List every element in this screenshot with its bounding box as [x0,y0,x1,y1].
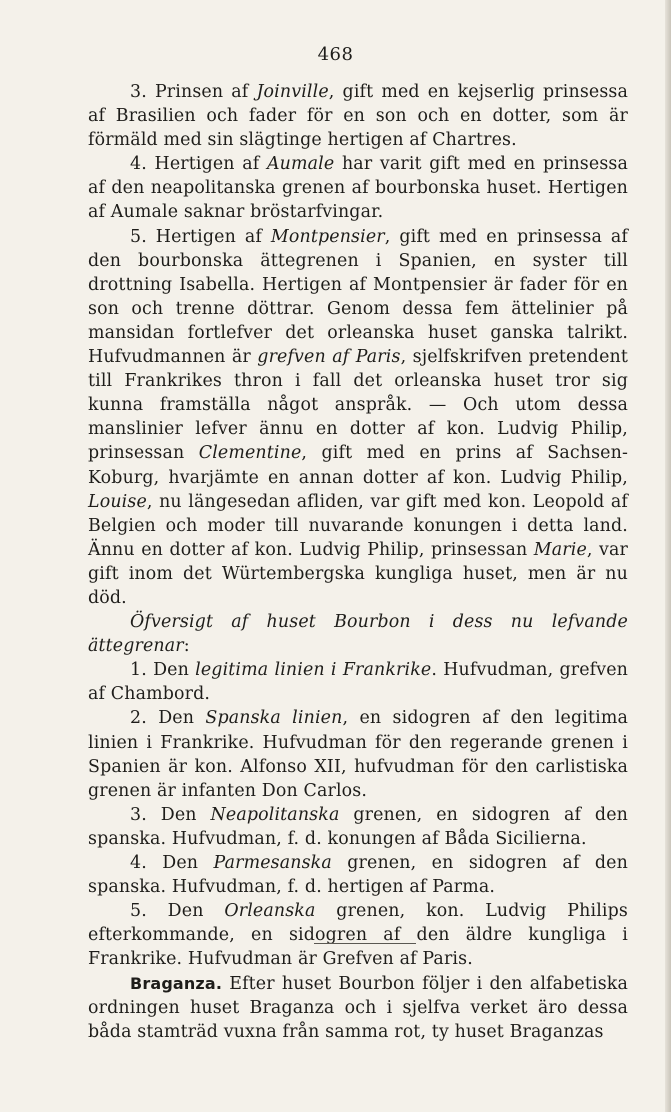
italic-text-run: Spanska linien [205,708,343,729]
italic-text-run: Neapolitanska [210,804,340,825]
paragraph [88,706,628,802]
page-edge-shadow [665,0,671,1112]
braganza-heading: Braganza. [130,974,223,993]
italic-text-run: Louise [88,491,147,512]
italic-text-run: Aumale [266,154,335,175]
text-run: , gift med en prinsessa af den bourbonska ättegrenen i Spanien, en syster till drottning Isabella. Hertigen af Montpensier är fader för en son och trenne döttrar. Genom dessa fem ättelinier på mansidan fortlefver det orleanska huset ganska talrikt. Hufvudmannen är [88,226,628,368]
text-run: , en sidogren af den legitima linien i Frankrike. Hufvudman för den regerande grenen i Spanien är kon. Alfonso XII, hufvudman för den carlistiska grenen är infanten Don Carlos. [88,708,628,801]
text-run: . Hufvudman, grefven af Chambord. [88,660,628,705]
text-run: , sjelfskrifven pretendent till Frankrikes thron i fall det orleanska huset tror sig kunna framställa något anspråk. — Och utom dessa manslinier lefver ännu en dotter af kon. Ludvig Philip, prinsessan [88,347,629,464]
italic-text-run: Clementine [198,443,302,464]
page-number: 468 [317,44,354,65]
italic-text-run: Orleanska [224,901,316,922]
text-run: 5. Hertigen af [130,226,271,247]
paragraph [88,225,628,611]
braganza-paragraph [88,972,628,1044]
italic-text-run: legitima linien i Frankrike [195,660,432,681]
text-run: har varit gift med en prinsessa af den neapolitanska grenen af bourbonska huset. Hertigen af Aumale saknar bröstarfvingar. [88,154,628,223]
paragraph [88,658,628,706]
italic-text-run: Montpensier [270,226,385,247]
text-run: grenen, kon. Ludvig Philips efterkommande, en sidogren af den äldre kungliga i Frankrike. Hufvudman är Grefven af Paris. [88,901,628,970]
italic-text-run: Marie [533,539,587,560]
paragraph [88,80,628,152]
paragraph [88,899,628,971]
text-run: , gift med en prins af Sachsen-Koburg, hvarjämte en annan dotter af kon. Ludvig Philip, [88,443,628,488]
paragraph [88,803,628,851]
text-run: 2. Den [130,708,206,729]
text-run: 1. Den [130,660,196,681]
text-run: : [183,636,190,657]
italic-text-run: grefven af Paris [257,347,401,368]
text-run: 3. Den [130,804,211,825]
text-run: grenen, en sidogren af den spanska. Hufvudman, f. d. konungen af Båda Sicilierna. [88,804,628,849]
paragraph [88,152,628,224]
braganza-text: Efter huset Bourbon följer i den alfabetiska ordningen huset Braganza och i sjelfva verket äro dessa båda stamträd vuxna från samma rot, ty huset Braganzas [88,974,628,1043]
braganza-section [88,972,628,1044]
italic-text-run: Joinville [256,82,329,102]
text-run: 4. Hertigen af [130,154,267,175]
text-run: grenen, en sidogren af den spanska. Hufvudman, f. d. hertigen af Parma. [88,853,628,898]
main-text-block [88,80,628,971]
section-divider [314,943,416,944]
paragraph [88,851,628,899]
text-run: , nu längesedan afliden, var gift med kon. Leopold af Belgien och moder till nuvarande konungen i detta land. Ännu en dotter af kon. Ludvig Philip, prinsessan [88,491,628,560]
paragraph [88,610,628,658]
text-run: 5. Den [130,901,225,922]
text-run: 4. Den [130,853,214,873]
text-run: 3. Prinsen af [130,82,257,102]
text-run: , var gift inom det Würtembergska kungliga huset, men är nu död. [88,539,628,608]
italic-text-run: Parmesanska [213,853,332,873]
italic-text-run: Öfversigt af huset Bourbon i dess nu lefvande ättegrenar [88,612,628,657]
text-run: , gift med en kejserlig prinsessa af Brasilien och fader för en son och en dotter, som är förmäld med sin slägtinge hertigen af Chartres. [88,82,629,151]
